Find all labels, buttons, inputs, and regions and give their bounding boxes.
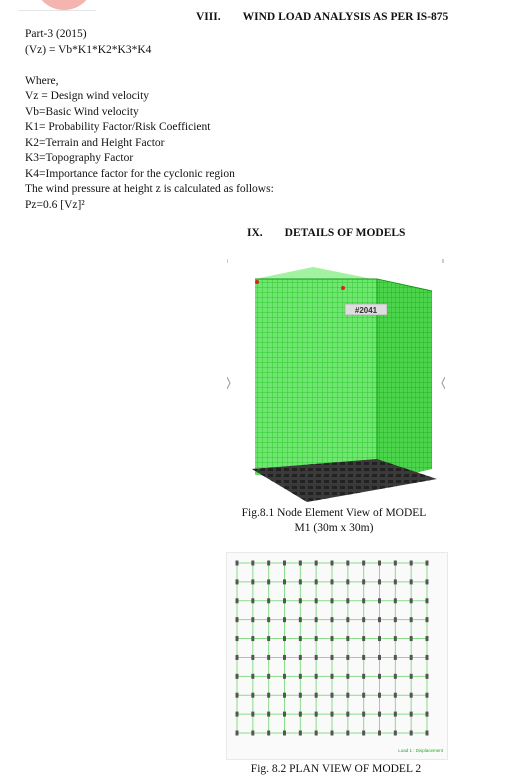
- column-node: [346, 636, 349, 641]
- column-node: [426, 617, 429, 622]
- section-number: VIII.: [196, 11, 221, 23]
- column-node: [346, 579, 349, 584]
- plan-grid: [227, 553, 447, 759]
- column-node: [426, 579, 429, 584]
- column-node: [346, 712, 349, 717]
- column-node: [362, 693, 365, 698]
- column-node: [394, 655, 397, 660]
- definition: Vb=Basic Wind velocity: [25, 105, 139, 118]
- column-node: [299, 712, 302, 717]
- section-heading-viii: [196, 11, 448, 23]
- column-node: [315, 731, 318, 736]
- caption-line: Fig.8.1 Node Element View of MODEL: [241, 507, 427, 519]
- column-node: [410, 731, 413, 736]
- column-node: [346, 655, 349, 660]
- column-node: [283, 674, 286, 679]
- column-node: [362, 636, 365, 641]
- column-node: [299, 674, 302, 679]
- definition: K3=Topography Factor: [25, 152, 134, 164]
- column-node: [236, 655, 239, 660]
- column-node: [331, 617, 334, 622]
- column-node: [315, 712, 318, 717]
- column-node: [267, 674, 270, 679]
- text-line: Where,: [25, 74, 59, 87]
- column-node: [346, 693, 349, 698]
- column-node: [410, 579, 413, 584]
- column-node: [394, 636, 397, 641]
- column-node: [315, 693, 318, 698]
- figure-node-element-view: [227, 257, 445, 502]
- column-node: [299, 617, 302, 622]
- column-node: [426, 598, 429, 603]
- column-node: [251, 598, 254, 603]
- section-heading-ix: [247, 227, 405, 239]
- column-node: [267, 579, 270, 584]
- column-node: [331, 674, 334, 679]
- column-node: [362, 655, 365, 660]
- column-node: [378, 731, 381, 736]
- column-node: [299, 731, 302, 736]
- column-node: [267, 655, 270, 660]
- column-node: [267, 561, 270, 566]
- column-node: [251, 712, 254, 717]
- column-node: [236, 598, 239, 603]
- column-node: [331, 579, 334, 584]
- column-node: [362, 617, 365, 622]
- column-node: [426, 674, 429, 679]
- text-line: Part-3 (2015): [25, 28, 87, 40]
- column-node: [315, 617, 318, 622]
- column-node: [426, 731, 429, 736]
- column-node: [251, 731, 254, 736]
- column-node: [410, 693, 413, 698]
- column-node: [236, 561, 239, 566]
- column-node: [283, 617, 286, 622]
- column-node: [251, 561, 254, 566]
- column-node: [283, 636, 286, 641]
- column-node: [251, 579, 254, 584]
- column-node: [394, 731, 397, 736]
- figure-caption: Fig. 8.2 PLAN VIEW OF MODEL 2: [250, 763, 422, 775]
- definition: K2=Terrain and Height Factor: [25, 136, 165, 149]
- column-node: [267, 636, 270, 641]
- column-node: [331, 598, 334, 603]
- column-node: [315, 579, 318, 584]
- column-node: [426, 693, 429, 698]
- definition: Vz = Design wind velocity: [25, 90, 150, 102]
- column-node: [251, 617, 254, 622]
- column-node: [410, 636, 413, 641]
- column-node: [426, 655, 429, 660]
- definition: K4=Importance factor for the cyclonic region: [25, 167, 235, 180]
- node-label: #2041: [354, 306, 378, 315]
- column-node: [315, 655, 318, 660]
- column-node: [299, 579, 302, 584]
- column-node: [283, 561, 286, 566]
- column-node: [378, 617, 381, 622]
- column-node: [236, 579, 239, 584]
- column-node: [394, 674, 397, 679]
- column-node: [331, 693, 334, 698]
- section-title: DETAILS OF MODELS: [284, 227, 406, 239]
- text-line: The wind pressure at height z is calculated as follows:: [25, 183, 274, 195]
- column-node: [346, 674, 349, 679]
- column-node: [346, 731, 349, 736]
- column-node: [410, 617, 413, 622]
- section-number: IX.: [247, 227, 263, 239]
- formula-pz: Pz=0.6 [Vz]²: [25, 198, 85, 211]
- column-node: [267, 731, 270, 736]
- column-node: [394, 579, 397, 584]
- column-node: [299, 561, 302, 566]
- column-node: [283, 655, 286, 660]
- column-node: [346, 598, 349, 603]
- column-node: [362, 674, 365, 679]
- load-label: Load 1 : Displacement: [398, 748, 443, 753]
- column-node: [299, 636, 302, 641]
- column-node: [315, 561, 318, 566]
- column-node: [362, 731, 365, 736]
- column-node: [251, 674, 254, 679]
- column-node: [267, 617, 270, 622]
- journal-logo: [34, 0, 94, 10]
- column-node: [331, 561, 334, 566]
- figure-caption: [236, 506, 432, 536]
- figure-plan-view: [226, 552, 448, 760]
- column-node: [410, 561, 413, 566]
- column-node: [362, 561, 365, 566]
- column-node: [236, 731, 239, 736]
- column-node: [331, 655, 334, 660]
- column-node: [236, 712, 239, 717]
- column-node: [346, 561, 349, 566]
- caption-line: M1 (30m x 30m): [294, 522, 374, 534]
- column-node: [283, 712, 286, 717]
- column-node: [362, 598, 365, 603]
- column-node: [346, 617, 349, 622]
- header-rule: [18, 10, 96, 11]
- column-node: [331, 712, 334, 717]
- column-node: [394, 693, 397, 698]
- column-node: [331, 636, 334, 641]
- column-node: [236, 693, 239, 698]
- column-node: [283, 731, 286, 736]
- column-node: [410, 674, 413, 679]
- column-node: [251, 655, 254, 660]
- column-node: [378, 636, 381, 641]
- column-node: [426, 712, 429, 717]
- column-node: [410, 598, 413, 603]
- column-node: [299, 693, 302, 698]
- column-node: [394, 712, 397, 717]
- column-node: [236, 674, 239, 679]
- column-node: [378, 712, 381, 717]
- column-node: [394, 617, 397, 622]
- column-node: [315, 636, 318, 641]
- column-node: [236, 636, 239, 641]
- column-node: [251, 636, 254, 641]
- column-node: [394, 561, 397, 566]
- section-title: WIND LOAD ANALYSIS AS PER IS-875: [242, 11, 449, 23]
- body-text: [25, 27, 325, 213]
- column-node: [378, 693, 381, 698]
- column-node: [410, 655, 413, 660]
- column-node: [426, 636, 429, 641]
- column-node: [410, 712, 413, 717]
- formula-vz: (Vz) = Vb*K1*K2*K3*K4: [25, 43, 152, 56]
- column-node: [315, 598, 318, 603]
- column-node: [394, 598, 397, 603]
- column-node: [299, 598, 302, 603]
- model-3d-view: [227, 257, 445, 502]
- column-node: [426, 561, 429, 566]
- column-node: [331, 731, 334, 736]
- column-node: [378, 598, 381, 603]
- column-node: [283, 579, 286, 584]
- column-node: [299, 655, 302, 660]
- column-node: [378, 674, 381, 679]
- column-node: [378, 655, 381, 660]
- definition: K1= Probability Factor/Risk Coefficient: [25, 121, 211, 133]
- column-node: [267, 712, 270, 717]
- column-node: [267, 693, 270, 698]
- column-node: [378, 579, 381, 584]
- column-node: [283, 693, 286, 698]
- column-node: [315, 674, 318, 679]
- column-node: [283, 598, 286, 603]
- column-node: [378, 561, 381, 566]
- column-node: [251, 693, 254, 698]
- column-node: [267, 598, 270, 603]
- column-node: [236, 617, 239, 622]
- column-node: [362, 712, 365, 717]
- column-node: [362, 579, 365, 584]
